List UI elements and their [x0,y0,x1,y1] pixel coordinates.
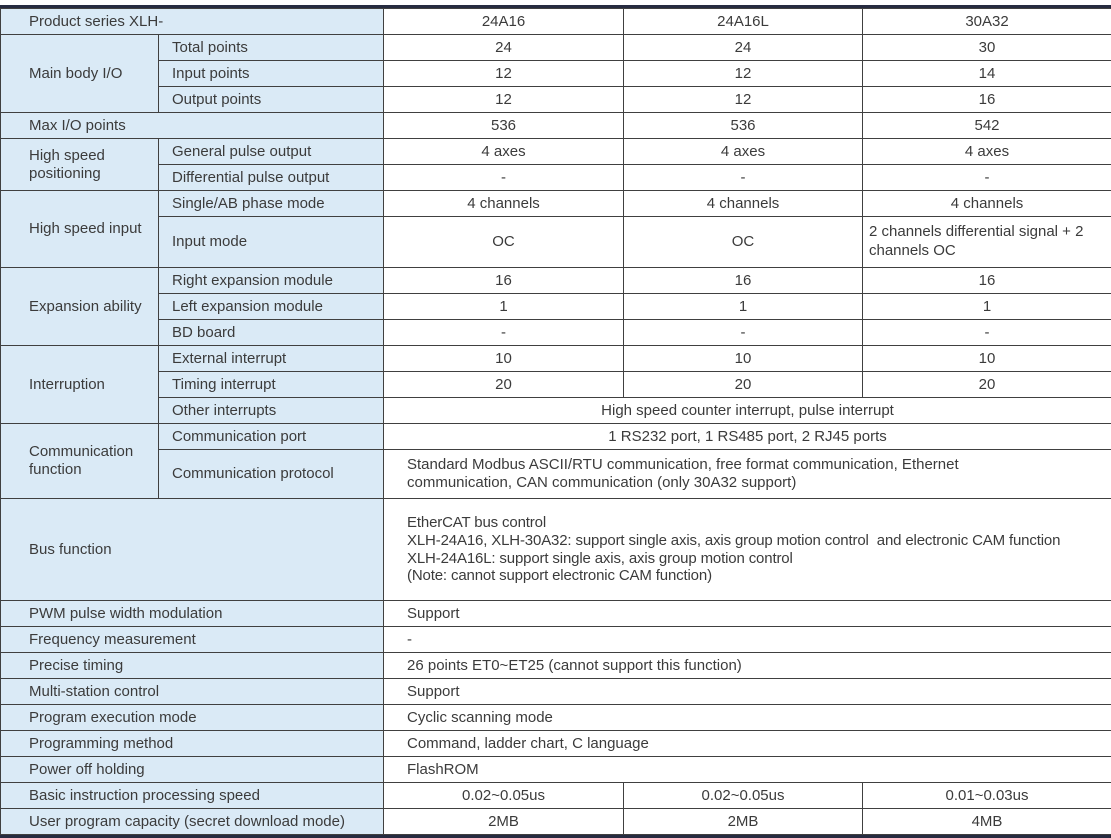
row-max-io-points [1,113,1111,139]
group-high-speed-input: High speed input [1,191,159,268]
cell-value: 16 [863,268,1111,294]
cell-value: 24 [624,35,863,61]
cell-value-merged: 26 points ET0~ET25 (cannot support this function) [384,653,1111,679]
model-name: 24A16L [624,9,863,35]
cell-value: 12 [624,61,863,87]
cell-value: 0.01~0.03us [863,783,1111,809]
row-label: Multi-station control [1,679,384,705]
cell-value: 10 [624,346,863,372]
cell-value: - [624,320,863,346]
cell-value: 4 channels [863,191,1111,217]
cell-value: 30 [863,35,1111,61]
cell-value: 16 [624,268,863,294]
row-label: PWM pulse width modulation [1,601,384,627]
bus-function-line: XLH-24A16L: support single axis, axis group motion control [407,550,1107,568]
row-label: Communication protocol [159,450,384,499]
row-label: External interrupt [159,346,384,372]
cell-value: 4 channels [624,191,863,217]
cell-value-merged: Support [384,601,1111,627]
cell-value: 1 [624,294,863,320]
row-label: Timing interrupt [159,372,384,398]
cell-value: - [384,165,624,191]
row-label: Other interrupts [159,398,384,424]
row-label: Program execution mode [1,705,384,731]
bus-function-line: (Note: cannot support electronic CAM function) [407,567,1107,585]
cell-value: - [863,320,1111,346]
cell-value: 4 channels [384,191,624,217]
group-expansion-ability: Expansion ability [1,268,159,346]
row-frequency-measurement [1,627,1111,653]
cell-value: 20 [863,372,1111,398]
cell-value: 0.02~0.05us [384,783,624,809]
cell-value: 10 [384,346,624,372]
cell-value-merged: High speed counter interrupt, pulse interrupt [384,398,1111,424]
row-programming-method [1,731,1111,757]
row-label: Basic instruction processing speed [1,783,384,809]
row-right-expansion-module [1,268,1111,294]
row-other-interrupts [1,398,1111,424]
cell-value: 12 [624,87,863,113]
cell-value: OC [624,217,863,268]
row-label: Communication port [159,424,384,450]
row-label: Frequency measurement [1,627,384,653]
bus-function-line: XLH-24A16, XLH-30A32: support single axis, axis group motion control and electronic CAM function [407,532,1107,550]
row-user-program-capacity [1,809,1111,835]
row-communication-port [1,424,1111,450]
row-multi-station-control [1,679,1111,705]
row-external-interrupt [1,346,1111,372]
cell-value: OC [384,217,624,268]
row-general-pulse-output [1,139,1111,165]
cell-value: - [863,165,1111,191]
cell-value-merged: FlashROM [384,757,1111,783]
cell-value: 16 [384,268,624,294]
row-label: Input points [159,61,384,87]
row-product-series [1,9,1111,35]
row-label: Max I/O points [1,113,384,139]
row-label: Single/AB phase mode [159,191,384,217]
cell-value-merged: Command, ladder chart, C language [384,731,1111,757]
row-label: Output points [159,87,384,113]
row-bd-board [1,320,1111,346]
group-main-body-io: Main body I/O [1,35,159,113]
bus-function-line: EtherCAT bus control [407,514,1107,532]
cell-value: 536 [624,113,863,139]
row-label: Input mode [159,217,384,268]
cell-value-merged: 1 RS232 port, 1 RS485 port, 2 RJ45 ports [384,424,1111,450]
cell-value: 24 [384,35,624,61]
row-basic-instruction-speed [1,783,1111,809]
row-precise-timing [1,653,1111,679]
row-input-points [1,61,1111,87]
cell-value: 12 [384,87,624,113]
spec-table-frame [0,5,1111,838]
cell-value: 4 axes [624,139,863,165]
cell-value: 4 axes [384,139,624,165]
row-bus-function [1,499,1111,601]
group-high-speed-positioning: High speed positioning [1,139,159,191]
cell-value-merged: Support [384,679,1111,705]
row-power-off-holding [1,757,1111,783]
row-pwm [1,601,1111,627]
cell-value-merged [384,450,1111,499]
cell-value: 12 [384,61,624,87]
row-label: Power off holding [1,757,384,783]
cell-value: 4MB [863,809,1111,835]
cell-value: 2MB [624,809,863,835]
row-label: Programming method [1,731,384,757]
row-label: Precise timing [1,653,384,679]
model-name: 24A16 [384,9,624,35]
cell-value: 20 [624,372,863,398]
cell-value: 10 [863,346,1111,372]
row-communication-protocol [1,450,1111,499]
cell-value: - [384,320,624,346]
row-label: Right expansion module [159,268,384,294]
spec-table [0,8,1111,835]
cell-value: 16 [863,87,1111,113]
cell-value: 14 [863,61,1111,87]
cell-value-merged [384,499,1111,601]
row-left-expansion-module [1,294,1111,320]
row-program-execution-mode [1,705,1111,731]
cell-value: 0.02~0.05us [624,783,863,809]
cell-value: 1 [384,294,624,320]
row-label: General pulse output [159,139,384,165]
row-output-points [1,87,1111,113]
row-timing-interrupt [1,372,1111,398]
cell-value: 2MB [384,809,624,835]
row-label: Bus function [1,499,384,601]
cell-value: 542 [863,113,1111,139]
row-total-points [1,35,1111,61]
cell-value: 2 channels differential signal + 2 channels OC [863,217,1111,268]
cell-value: 536 [384,113,624,139]
row-differential-pulse-output [1,165,1111,191]
cell-value: 20 [384,372,624,398]
group-communication-function: Communication function [1,424,159,499]
product-series-label: Product series XLH- [1,9,384,35]
row-input-mode [1,217,1111,268]
protocol-text: Standard Modbus ASCII/RTU communication, free format communication, Ethernet communication, CAN communication (only 30A32 support) [407,456,1007,491]
cell-value: - [624,165,863,191]
row-label: Total points [159,35,384,61]
cell-value-merged: Cyclic scanning mode [384,705,1111,731]
cell-value: 4 axes [863,139,1111,165]
row-single-ab-phase-mode [1,191,1111,217]
model-name: 30A32 [863,9,1111,35]
row-label: Left expansion module [159,294,384,320]
group-interruption: Interruption [1,346,159,424]
row-label: BD board [159,320,384,346]
row-label: Differential pulse output [159,165,384,191]
cell-value: 1 [863,294,1111,320]
cell-value-merged: - [384,627,1111,653]
row-label: User program capacity (secret download mode) [1,809,384,835]
